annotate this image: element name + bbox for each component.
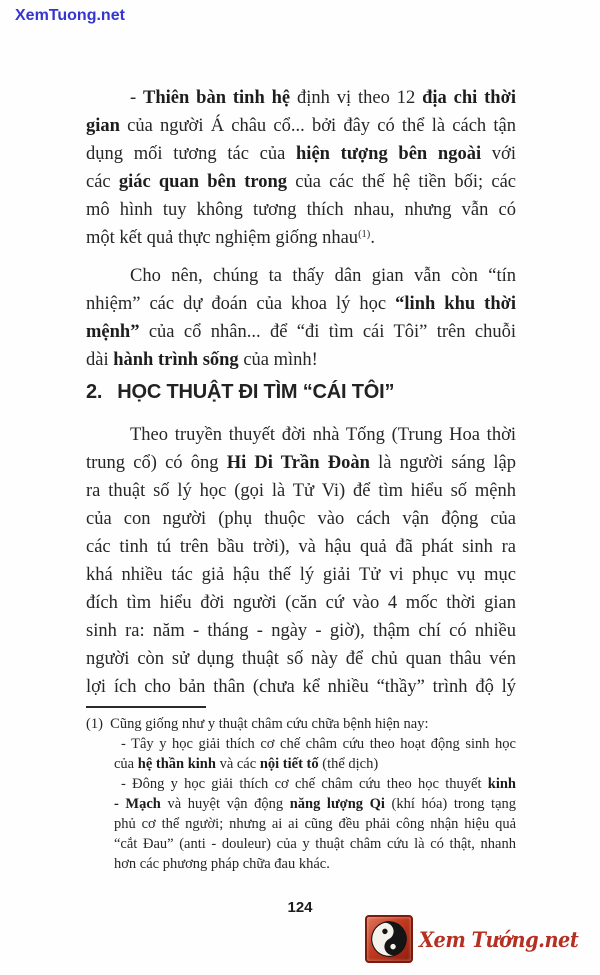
text-line: dụng mối tương tác của hiện tượng bên ngoài với bbox=[86, 144, 516, 164]
text-line: (1) Cũng giống như y thuật châm cứu chữa bệnh hiện nay: bbox=[86, 716, 429, 732]
text-line: khá nhiều tác giả hậu thế lý giải Tử vi phục vụ mục bbox=[86, 565, 516, 585]
text-line: - Mạch và huyệt vận động năng lượng Qi (khí hóa) trong tạng bbox=[114, 796, 517, 812]
text-line: dài hành trình sống của mình! bbox=[86, 350, 318, 370]
site-logo[interactable] bbox=[365, 913, 592, 965]
text-line: gian của người Á châu cổ... bởi đây có thể là cách tận bbox=[86, 116, 516, 136]
text-line: mệnh” của cổ nhân... để “đi tìm cái Tôi” trên chuỗi bbox=[86, 322, 516, 342]
text-line: người còn sử dụng thuật số này để chủ quan thâu vén bbox=[86, 649, 516, 669]
section-number: 2. bbox=[86, 381, 103, 403]
text-line: của hệ thần kinh và các nội tiết tố (thể dịch) bbox=[114, 756, 379, 772]
text-line: một kết quả thực nghiệm giống nhau$^{(1)}$. bbox=[86, 228, 375, 248]
logo-text: Xem Tướng.net bbox=[418, 926, 579, 952]
section-heading bbox=[86, 381, 394, 404]
text-line: Theo truyền thuyết đời nhà Tống (Trung Hoa thời bbox=[130, 425, 516, 445]
page-number: 124 bbox=[287, 899, 313, 916]
text-line: phủ cơ thể người; nhưng ai ai cũng đều phải công nhận hiệu quả bbox=[114, 816, 516, 832]
text-line: các giác quan bên trong của các thế hệ tiền bối; các bbox=[86, 172, 516, 192]
yin-yang-icon bbox=[365, 915, 413, 963]
text-line: của con người (phụ thuộc vào cách vận động của bbox=[86, 509, 516, 529]
text-line: lợi ích cho bản thân (chưa kể nhiều “thầy” trình độ lý bbox=[86, 677, 516, 697]
text-line: - Tây y học giải thích cơ chế châm cứu theo hoạt động sinh học bbox=[121, 736, 516, 752]
text-line: Cho nên, chúng ta thấy dân gian vẫn còn “tín bbox=[130, 266, 516, 286]
text-line: trung cổ) có ông Hi Di Trần Đoàn là người sáng lập bbox=[86, 453, 516, 473]
text-line: - Thiên bàn tinh hệ định vị theo 12 địa chi thời bbox=[130, 88, 516, 108]
text-line: - Đông y học giải thích cơ chế châm cứu theo học thuyết kinh bbox=[121, 776, 516, 792]
text-line: hơn các phương pháp chữa đau khác. bbox=[114, 856, 330, 872]
text-line: đích tìm hiểu đời người (căn cứ vào 4 mốc thời gian bbox=[86, 593, 516, 613]
paragraph bbox=[86, 262, 516, 374]
text-line: mô hình tuy không tương thích nhau, nhưng vẫn có bbox=[86, 200, 516, 220]
text-line: sinh ra: năm - tháng - ngày - giờ), thậm chí có nhiều bbox=[86, 621, 516, 641]
text-line: nhiệm” các dự đoán của khoa lý học “linh khu thời bbox=[86, 294, 517, 314]
section-title: HỌC THUẬT ĐI TÌM “CÁI TÔI” bbox=[117, 381, 395, 403]
footnote bbox=[86, 714, 516, 874]
text-line: các tinh tú trên bầu trời), và hậu quả đã phát sinh ra bbox=[86, 537, 516, 557]
watermark-link[interactable]: XemTuong.net bbox=[15, 7, 125, 24]
paragraph bbox=[86, 421, 516, 701]
text-line: ra thuật số lý học (gọi là Tử Vi) để tìm hiểu số mệnh bbox=[86, 481, 516, 501]
text-line: “cắt Đau” (anti - douleur) của y thuật châm cứu là có thật, nhanh bbox=[114, 836, 516, 852]
paragraph bbox=[86, 84, 516, 252]
footnote-divider bbox=[86, 706, 206, 708]
